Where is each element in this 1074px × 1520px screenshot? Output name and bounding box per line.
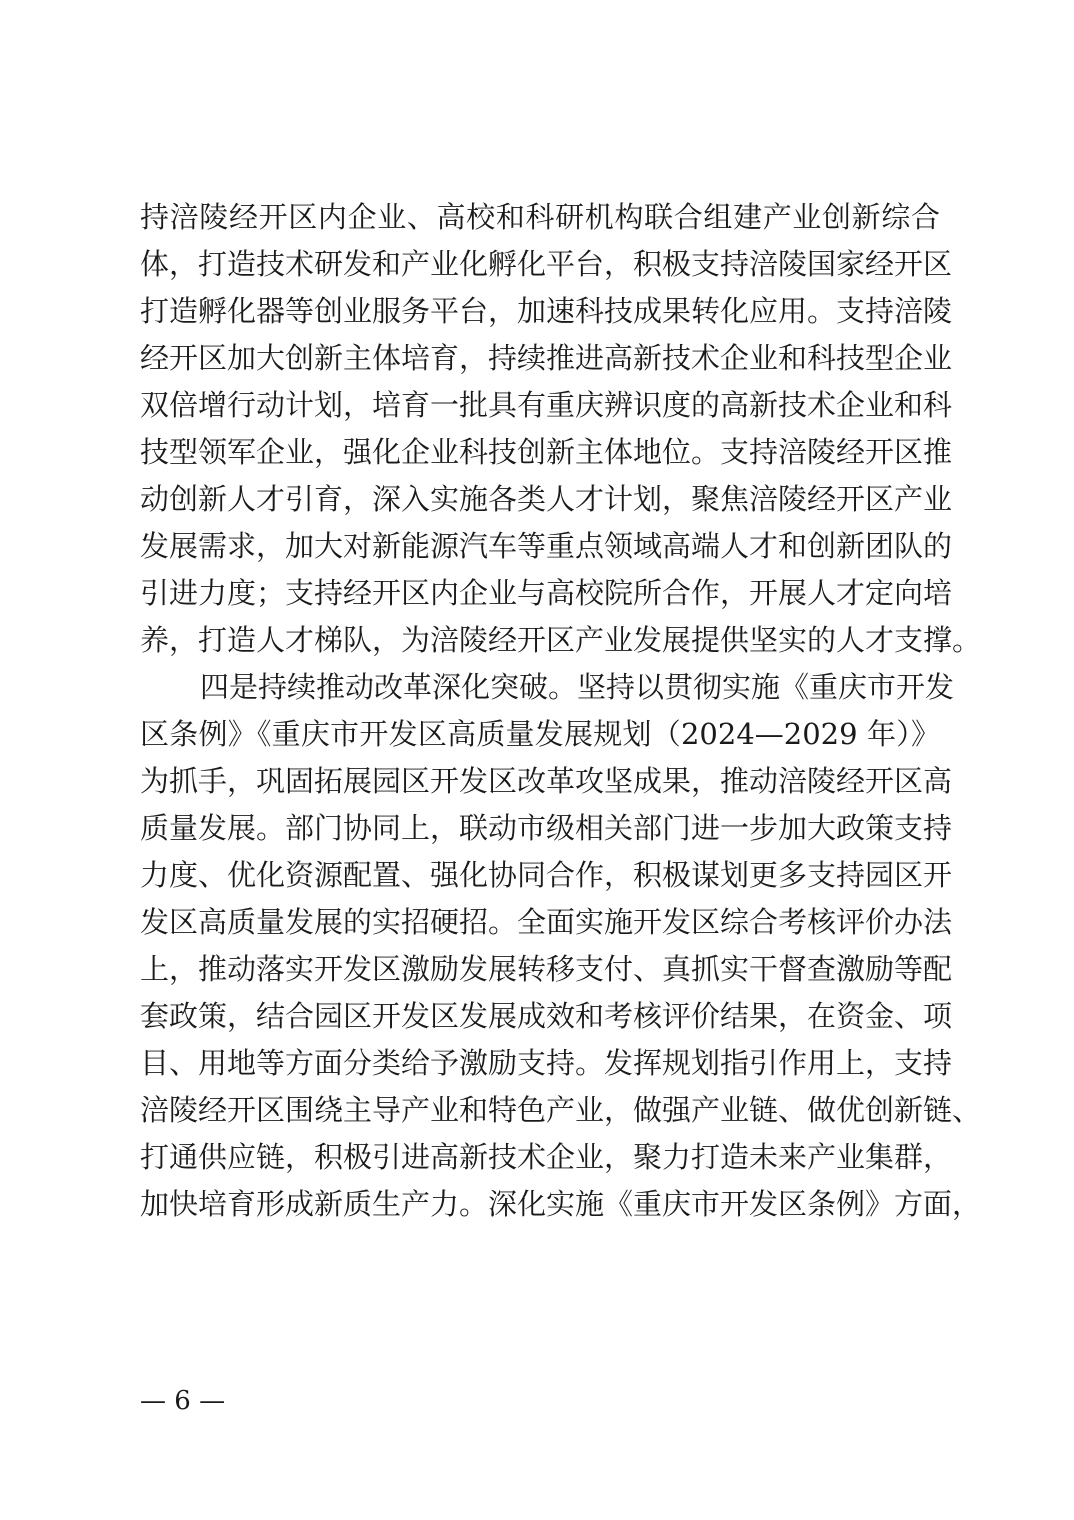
text-line: 发展需求，加大对新能源汽车等重点领域高端人才和创新团队的 — [140, 529, 953, 563]
paragraph-end-line: 养，打造人才梯队，为涪陵经开区产业发展提供坚实的人才支撑。 — [140, 623, 982, 657]
text-line: 区条例》《重庆市开发区高质量发展规划（2024—2029 年）》 — [140, 717, 940, 751]
text-line: 为抓手，巩固拓展园区开发区改革攻坚成果，推动涪陵经开区高 — [140, 764, 953, 798]
text-line: 技型领军企业，强化企业科技创新主体地位。支持涪陵经开区推 — [140, 435, 953, 469]
text-line: 打通供应链，积极引进高新技术企业，聚力打造未来产业集群， — [140, 1140, 953, 1174]
text-line: 双倍增行动计划，培育一批具有重庆辨识度的高新技术企业和科 — [140, 388, 953, 422]
text-line: 经开区加大创新主体培育，持续推进高新技术企业和科技型企业 — [140, 341, 953, 375]
text-line: 加快培育形成新质生产力。深化实施《重庆市开发区条例》方面， — [140, 1187, 982, 1221]
text-line: 质量发展。部门协同上，联动市级相关部门进一步加大政策支持 — [140, 811, 953, 845]
text-line: 体，打造技术研发和产业化孵化平台，积极支持涪陵国家经开区 — [140, 247, 953, 281]
text-line: 目、用地等方面分类给予激励支持。发挥规划指引作用上，支持 — [140, 1046, 953, 1080]
page-number: — 6 — — [140, 1386, 226, 1416]
text-line: 力度、优化资源配置、强化协同合作，积极谋划更多支持园区开 — [140, 858, 953, 892]
text-line: 发区高质量发展的实招硬招。全面实施开发区综合考核评价办法 — [140, 905, 953, 939]
text-line: 上，推动落实开发区激励发展转移支付、真抓实干督查激励等配 — [140, 952, 953, 986]
text-line: 涪陵经开区围绕主导产业和特色产业，做强产业链、做优创新链、 — [140, 1093, 982, 1127]
text-line: 引进力度；支持经开区内企业与高校院所合作，开展人才定向培 — [140, 576, 953, 610]
paragraph-start-line: 四是持续推动改革深化突破。坚持以贯彻实施《重庆市开发 — [200, 670, 955, 704]
text-line: 套政策，结合园区开发区发展成效和考核评价结果，在资金、项 — [140, 999, 953, 1033]
text-line: 打造孵化器等创业服务平台，加速科技成果转化应用。支持涪陵 — [140, 294, 953, 328]
body-text — [140, 194, 982, 1228]
text-line: 持涪陵经开区内企业、高校和科研机构联合组建产业创新综合 — [140, 200, 940, 234]
text-line: 动创新人才引育，深入实施各类人才计划，聚焦涪陵经开区产业 — [140, 482, 953, 516]
